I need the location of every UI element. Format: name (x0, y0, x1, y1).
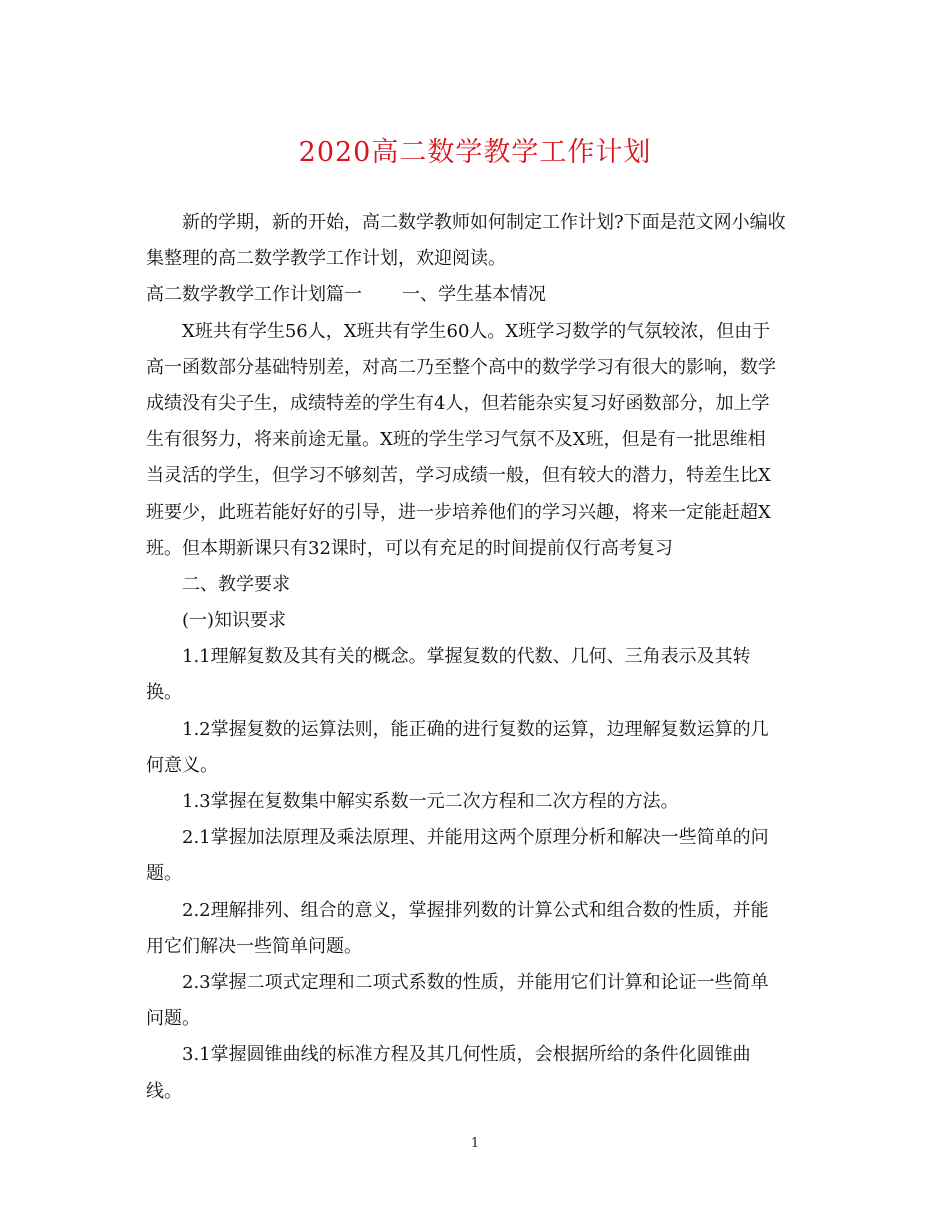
text-line (146, 784, 806, 820)
text-line (146, 422, 806, 458)
text-line (146, 350, 806, 386)
text-line (146, 856, 806, 892)
text-line (146, 1037, 806, 1073)
text-line (146, 675, 806, 711)
text-line (146, 386, 806, 422)
text-line-content: 班要少，此班若能好好的引导，进一步培养他们的学习兴趣，将来一定能赶超X (146, 501, 771, 523)
text-line-content: 2.2理解排列、组合的意义，掌握排列数的计算公式和组合数的性质，并能 (182, 899, 769, 921)
text-line (146, 965, 806, 1001)
text-line (146, 495, 806, 531)
text-line-content: 3.1掌握圆锥曲线的标准方程及其几何性质，会根据所给的条件化圆锥曲 (182, 1044, 751, 1066)
text-line (146, 603, 806, 639)
text-line-content: 2.1掌握加法原理及乘法原理、并能用这两个原理分析和解决一些简单的问 (182, 827, 769, 849)
text-line-content: 新的学期，新的开始，高二数学教师如何制定工作计划?下面是范文网小编收 (182, 212, 786, 233)
text-line (146, 1001, 806, 1037)
text-line-content: 何意义。 (146, 754, 218, 776)
text-line (146, 205, 806, 241)
text-line (146, 893, 806, 929)
text-line-content: 用它们解决一些简单问题。 (146, 935, 362, 957)
text-line (146, 241, 806, 277)
text-line-content: 线。 (146, 1080, 182, 1102)
text-line (146, 567, 806, 603)
text-line (146, 531, 806, 567)
text-line-content: 1.2掌握复数的运算法则，能正确的进行复数的运算，边理解复数运算的几 (182, 718, 769, 740)
section-heading: 一、学生基本情况 (402, 284, 546, 306)
page-number: 1 (470, 1136, 480, 1151)
text-line-content: 2.3掌握二项式定理和二项式系数的性质，并能用它们计算和论证一些简单 (182, 971, 769, 993)
text-line-content: 二、教学要求 (182, 573, 290, 595)
text-line-content: (一)知识要求 (182, 610, 287, 632)
text-line (146, 748, 806, 784)
text-line-content: 集整理的高二数学教学工作计划，欢迎阅读。 (146, 248, 506, 270)
text-line (146, 277, 806, 313)
text-line (146, 712, 806, 748)
text-line-content: X班共有学生56人，X班共有学生60人。X班学习数学的气氛较浓，但由于 (182, 320, 771, 342)
text-line-content: 生有很努力，将来前途无量。X班的学生学习气氛不及X班，但是有一批思维相 (146, 429, 766, 451)
text-line (146, 820, 806, 856)
text-line (146, 314, 806, 350)
text-line (146, 458, 806, 494)
text-line-content: 换。 (146, 682, 182, 704)
text-line-content: 1.1理解复数及其有关的概念。掌握复数的代数、几何、三角表示及其转 (182, 646, 751, 668)
text-line-content: 问题。 (146, 1008, 200, 1030)
document-title: 2020高二数学教学工作计划 (298, 137, 652, 168)
text-line-content: 1.3掌握在复数集中解实系数一元二次方程和二次方程的方法。 (182, 791, 679, 812)
text-line-content: 成绩没有尖子生，成绩特差的学生有4人，但若能杂实复习好函数部分，加上学 (146, 392, 770, 414)
text-line (146, 929, 806, 965)
text-line-content: 题。 (146, 863, 182, 885)
text-line-content: 高一函数部分基础特别差，对高二乃至整个高中的数学学习有很大的影响，数学 (146, 356, 776, 378)
text-line (146, 1074, 806, 1110)
text-line-content: 班。但本期新课只有32课时，可以有充足的时间提前仅行高考复习 (146, 537, 673, 559)
document-body (146, 205, 806, 1110)
text-line (146, 639, 806, 675)
text-line-content: 当灵活的学生，但学习不够刻苦，学习成绩一般，但有较大的潜力，特差生比X (146, 465, 771, 487)
text-line-content: 高二数学教学工作计划篇一 (146, 284, 362, 306)
